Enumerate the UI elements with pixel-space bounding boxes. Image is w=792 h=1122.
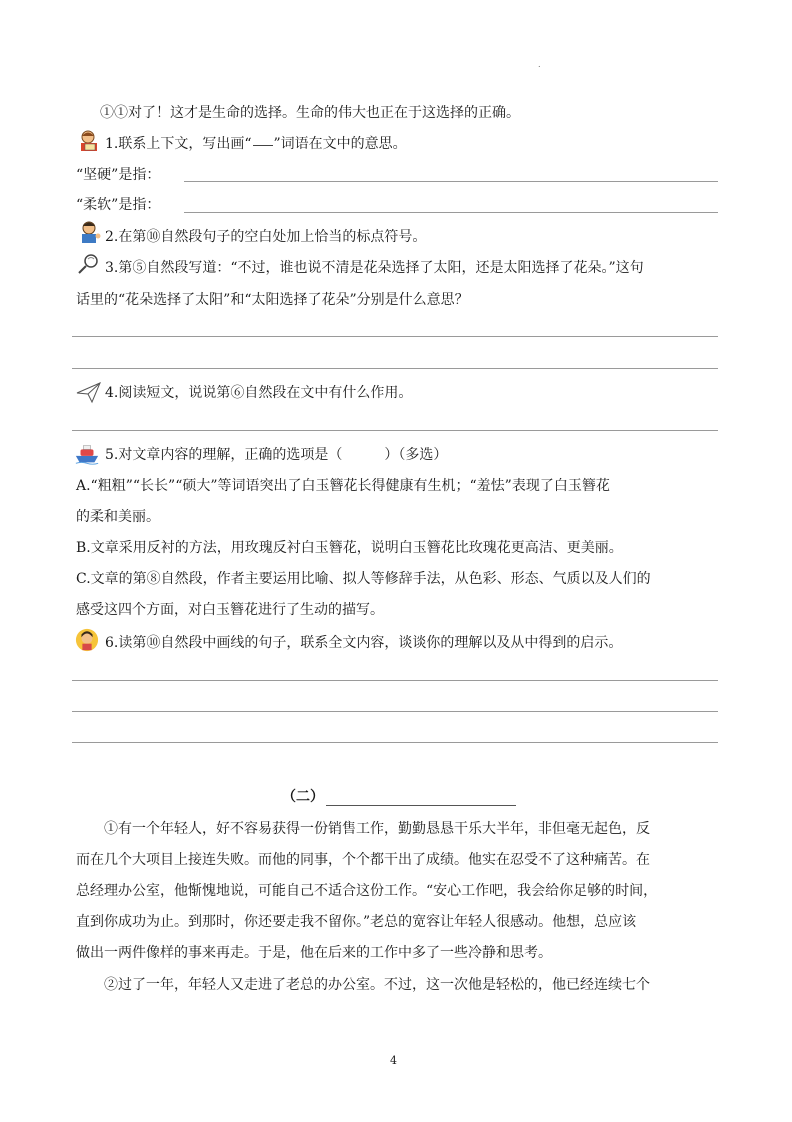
girl-icon — [74, 628, 100, 652]
question-4: 4.阅读短文，说说第⑥自然段在文中有什么作用。 — [105, 385, 413, 401]
boat-icon — [74, 442, 100, 466]
question-1 — [105, 133, 407, 154]
page-number: 4 — [390, 1054, 397, 1067]
answer-line[interactable] — [72, 368, 718, 369]
question-2: 2.在第⑩自然段句子的空白处加上恰当的标点符号。 — [105, 229, 427, 245]
question-3-line2: 话里的“花朵选择了太阳”和“太阳选择了花朵”分别是什么意思？ — [76, 292, 469, 308]
paragraph-1-line: 做出一两件像样的事来再走。于是，他在后来的工作中多了一些冷静和思考。 — [76, 945, 552, 961]
option-b: B.文章采用反衬的方法，用玫瑰反衬白玉簪花，说明白玉簪花比玫瑰花更高洁、更美丽。 — [76, 540, 623, 556]
paragraph-2-line: ②过了一年，年轻人又走进了老总的办公室。不过，这一次他是轻松的，他已经连续七个 — [104, 977, 650, 993]
question-1-after: ”词语在文中的意思。 — [273, 136, 407, 152]
option-a-line2: 的柔和美丽。 — [76, 509, 160, 525]
paragraph-1-line: 总经理办公室，他惭愧地说，可能自己不适合这份工作。“安心工作吧，我会给你足够的时间， — [76, 883, 658, 899]
question-6: 6.读第⑩自然段中画线的句子，联系全文内容，谈谈你的理解以及从中得到的启示。 — [105, 635, 623, 651]
option-c-line1: C.文章的第⑧自然段，作者主要运用比喻、拟人等修辞手法，从色彩、形态、气质以及人们的 — [76, 571, 651, 587]
question-1-before: 1.联系上下文，写出画“ — [105, 136, 252, 152]
question-5-stem-after: ）（多选） — [384, 447, 448, 463]
answer-label-b: “柔软”是指： — [76, 197, 161, 213]
answer-label-a: “坚硬”是指： — [76, 167, 161, 183]
answer-line[interactable] — [184, 181, 718, 182]
question-5-stem-before: 5.对文章内容的理解，正确的选项是（ — [105, 447, 343, 463]
underline-blank — [253, 133, 273, 146]
answer-line[interactable] — [72, 742, 718, 743]
boy-thinking-icon — [78, 220, 104, 244]
answer-line[interactable] — [72, 430, 718, 431]
question-3-line1: 3.第⑤自然段写道：“不过，谁也说不清是花朵选择了太阳，还是太阳选择了花朵。”这句 — [105, 260, 644, 276]
paragraph-1-line: 直到你成功为止。到那时，你还要走我不留你。”老总的宽容让年轻人很感动。他想，总应该 — [76, 914, 637, 930]
magnifier-icon — [76, 252, 102, 276]
section-heading: （二） — [282, 789, 324, 805]
paper-plane-icon — [76, 380, 102, 404]
section-title-blank[interactable] — [326, 805, 516, 806]
paragraph-1-line: 而在几个大项目上接连失败。而他的同事，个个都干出了成绩。他实在忍受不了这种痛苦。在 — [76, 852, 650, 868]
answer-line[interactable] — [72, 336, 718, 337]
answer-line[interactable] — [72, 711, 718, 712]
option-a-line1: A.“粗粗”“长长”“硕大”等词语突出了白玉簪花长得健康有生机；“羞怯”表现了白玉簪花 — [76, 478, 610, 494]
answer-line[interactable] — [184, 212, 718, 213]
question-5-stem — [105, 445, 447, 465]
answer-line[interactable] — [72, 680, 718, 681]
paragraph-1-line: ①有一个年轻人，好不容易获得一份销售工作，勤勤恳恳干乐大半年，非但毫无起色，反 — [104, 821, 650, 837]
student-reading-icon — [76, 129, 102, 153]
passage-end-text: ①①对了！这才是生命的选择。生命的伟大也正在于这选择的正确。 — [100, 105, 520, 121]
option-c-line2: 感受这四个方面，对白玉簪花进行了生动的描写。 — [76, 602, 384, 618]
top-mark: . — [538, 60, 541, 69]
